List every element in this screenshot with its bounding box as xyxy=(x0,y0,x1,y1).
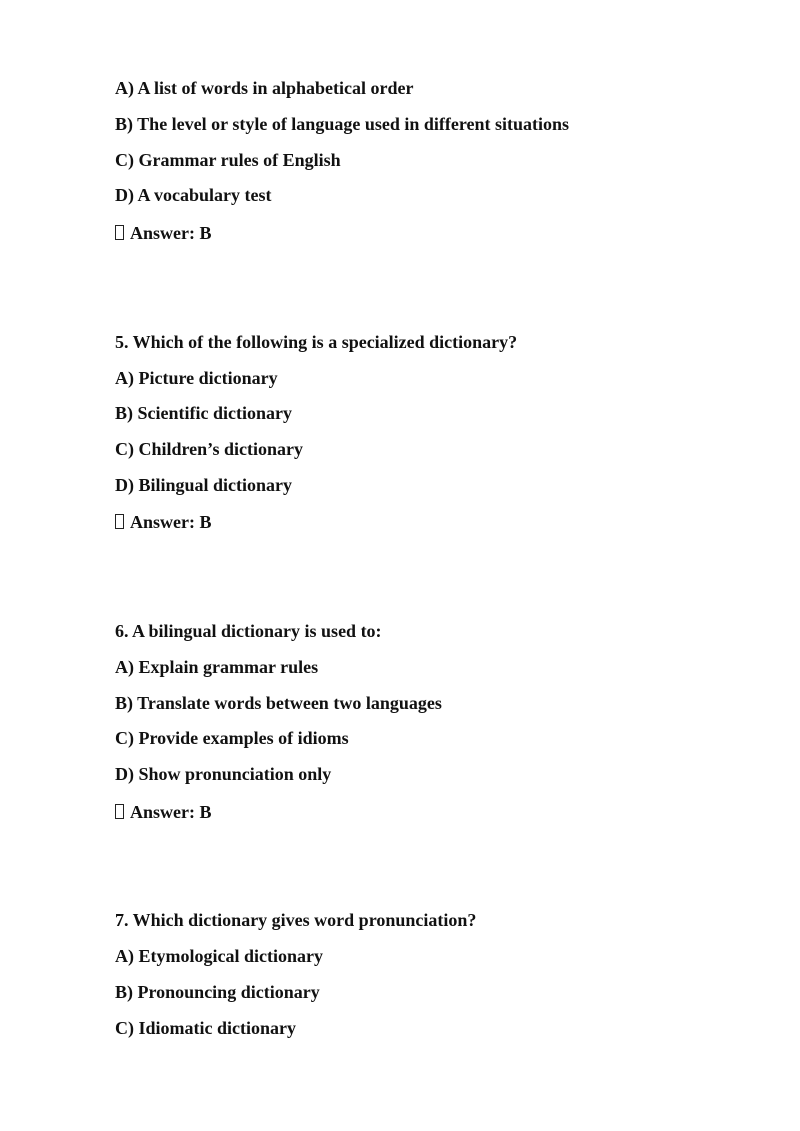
q5-option-a: A) Picture dictionary xyxy=(115,368,278,388)
q6-question: 6. A bilingual dictionary is used to: xyxy=(115,621,382,641)
q4-option-a: A) A list of words in alphabetical order xyxy=(115,78,414,98)
q5-option-d: D) Bilingual dictionary xyxy=(115,475,293,495)
q5-answer xyxy=(115,511,212,533)
missing-glyph-icon xyxy=(115,514,124,529)
q4-option-d: D) A vocabulary test xyxy=(115,185,272,205)
q6-option-a: A) Explain grammar rules xyxy=(115,657,319,677)
q4-option-b: B) The level or style of language used in different situations xyxy=(115,114,570,134)
q7-option-b: B) Pronouncing dictionary xyxy=(115,982,320,1002)
q7-question: 7. Which dictionary gives word pronunciation? xyxy=(115,910,477,930)
missing-glyph-icon xyxy=(115,225,124,240)
q5-option-c: C) Children’s dictionary xyxy=(115,439,304,459)
q6-answer xyxy=(115,801,212,823)
q4-answer-text: Answer: B xyxy=(130,223,212,243)
q5-option-b: B) Scientific dictionary xyxy=(115,403,292,423)
missing-glyph-icon xyxy=(115,804,124,819)
q6-option-c: C) Provide examples of idioms xyxy=(115,728,349,748)
q6-answer-text: Answer: B xyxy=(130,802,212,822)
q5-question: 5. Which of the following is a specialized dictionary? xyxy=(115,332,518,352)
q4-option-c: C) Grammar rules of English xyxy=(115,150,341,170)
q5-answer-text: Answer: B xyxy=(130,512,212,532)
q7-option-a: A) Etymological dictionary xyxy=(115,946,323,966)
q7-option-c: C) Idiomatic dictionary xyxy=(115,1018,296,1038)
q4-answer xyxy=(115,222,212,244)
q6-option-b: B) Translate words between two languages xyxy=(115,693,442,713)
q6-option-d: D) Show pronunciation only xyxy=(115,764,332,784)
